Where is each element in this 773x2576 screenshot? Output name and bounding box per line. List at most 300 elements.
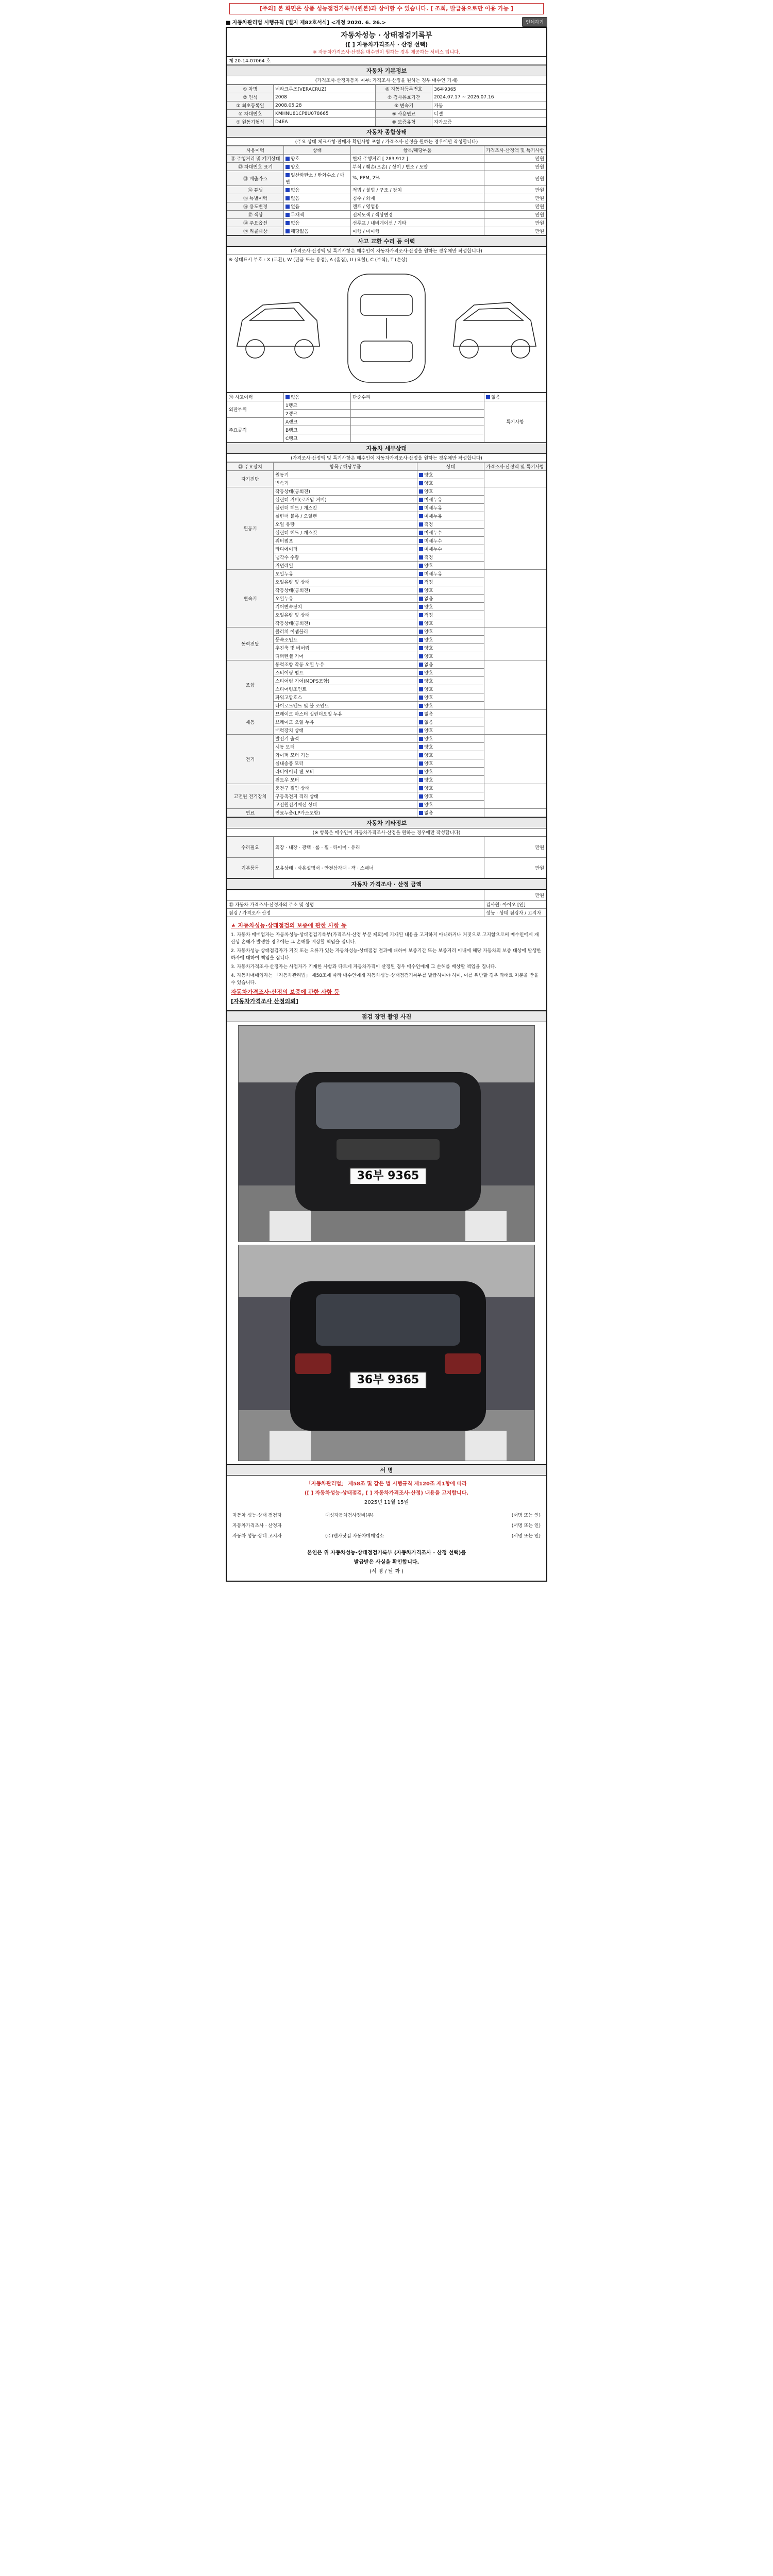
detail-state-cell xyxy=(417,776,484,784)
inspection-record xyxy=(226,16,547,1582)
detail-state-cell xyxy=(417,801,484,809)
basic-info-value: 베라크루즈(VERACRUZ) xyxy=(274,85,376,93)
status-row xyxy=(227,194,546,202)
detail-item: 타이로드엔드 및 볼 조인트 xyxy=(274,702,417,710)
detail-state: 양호 xyxy=(424,621,433,626)
detail-row xyxy=(227,660,546,669)
basic-info-value-2: 자가보증 xyxy=(432,118,546,126)
detail-row xyxy=(227,570,546,578)
detail-checkbox xyxy=(419,564,423,568)
detail-checkbox xyxy=(419,761,423,766)
detail-item: 실린더 헤드 / 개스킷 xyxy=(274,504,417,512)
detail-item: 브레이크 마스터 실린더오일 누유 xyxy=(274,710,417,718)
detail-item: 와이퍼 모터 기능 xyxy=(274,751,417,759)
status-row xyxy=(227,202,546,211)
detail-price xyxy=(484,628,546,660)
detail-state-cell xyxy=(417,471,484,479)
status-usage: ⑲ 리콜대상 xyxy=(227,227,284,235)
detail-row xyxy=(227,710,546,718)
detail-state: 양호 xyxy=(424,654,433,659)
detail-checkbox xyxy=(419,489,423,494)
detail-state-cell xyxy=(417,660,484,669)
detail-row xyxy=(227,735,546,743)
status-price: 만원 xyxy=(484,163,546,171)
closing-law: 「자동차관리법」 제58조 및 같은 법 시행규칙 제120조 제1항에 따라 xyxy=(306,1481,467,1487)
detail-checkbox xyxy=(419,704,423,708)
detail-state-cell xyxy=(417,545,484,553)
detail-state: 적정 xyxy=(424,522,433,528)
detail-checkbox xyxy=(419,671,423,675)
detail-item: 고전원전기배선 상태 xyxy=(274,801,417,809)
basic-info-key-2: ⑧ 변속기 xyxy=(376,101,432,110)
detail-item: 실린더 커버(로커암 커버) xyxy=(274,496,417,504)
detail-checkbox xyxy=(419,720,423,724)
detail-checkbox xyxy=(419,539,423,543)
other-info-title: 자동차 기타정보 xyxy=(227,817,546,828)
title-block xyxy=(227,28,546,57)
status-state: 없음 xyxy=(291,205,300,210)
detail-checkbox xyxy=(419,638,423,642)
detail-state: 양호 xyxy=(424,745,433,750)
detail-item: 원동기 xyxy=(274,471,417,479)
detail-row xyxy=(227,628,546,636)
header xyxy=(226,16,547,27)
option-row xyxy=(227,837,546,858)
detail-checkbox xyxy=(419,737,423,741)
detail-state: 양호 xyxy=(424,605,433,610)
signature-value-1: 검사원: 아이오 [인] xyxy=(484,901,546,909)
detail-state: 없음 xyxy=(424,663,433,668)
status-usage: ⑬ 배출가스 xyxy=(227,171,284,186)
detail-item: 커먼레일 xyxy=(274,562,417,570)
detail-header-item: 항목 / 해당부품 xyxy=(274,463,417,471)
detail-state: 양호 xyxy=(424,753,433,758)
detail-row xyxy=(227,784,546,792)
status-state: 없음 xyxy=(291,221,300,226)
detail-checkbox xyxy=(419,654,423,658)
detail-state-cell xyxy=(417,636,484,644)
status-price: 만원 xyxy=(484,171,546,186)
detail-state: 미세누유 xyxy=(424,514,442,519)
status-item: 이행 / 미이행 xyxy=(351,227,484,235)
warranty-notice xyxy=(227,917,546,1011)
status-checkbox xyxy=(285,221,290,225)
detail-state-cell xyxy=(417,512,484,520)
status-state: 무채색 xyxy=(291,213,305,218)
detail-state-cell xyxy=(417,735,484,743)
detail-state: 없음 xyxy=(424,597,433,602)
detail-item: 시동 모터 xyxy=(274,743,417,751)
inspection-photo-2 xyxy=(238,1245,535,1461)
detail-state-cell xyxy=(417,570,484,578)
detail-state-cell xyxy=(417,586,484,595)
damage-table xyxy=(227,393,546,443)
status-row xyxy=(227,171,546,186)
detail-checkbox xyxy=(419,473,423,477)
detail-state-cell xyxy=(417,677,484,685)
rank1-label: 1랭크 xyxy=(284,401,351,410)
detail-checkbox xyxy=(419,803,423,807)
basic-info-value: D4EA xyxy=(274,118,376,126)
option-key: 기본품목 xyxy=(227,858,274,878)
closing-date: 2025년 11월 15일 xyxy=(364,1500,409,1505)
detail-state: 양호 xyxy=(424,679,433,684)
detail-item: 기어변속장치 xyxy=(274,603,417,611)
status-usage: ⑱ 주요옵션 xyxy=(227,219,284,227)
detail-checkbox xyxy=(419,555,423,560)
detail-state-cell xyxy=(417,562,484,570)
detail-state-cell xyxy=(417,792,484,801)
detail-state: 양호 xyxy=(424,696,433,701)
basic-info-key: ④ 차대번호 xyxy=(227,110,274,118)
detail-checkbox xyxy=(419,687,423,691)
status-item: 선루프 / 내비게이션 / 기타 xyxy=(351,219,484,227)
detail-state-cell xyxy=(417,619,484,628)
status-state-cell xyxy=(284,219,351,227)
top-warning: [주의] 본 화면은 상품 성능점검기록부(원본)과 상이할 수 있습니다. [ 조회, 발급용으로만 이용 가능 ] xyxy=(229,3,544,14)
detail-checkbox xyxy=(419,605,423,609)
detail-state: 적정 xyxy=(424,580,433,585)
status-price: 만원 xyxy=(484,219,546,227)
detail-checkbox xyxy=(419,498,423,502)
detail-state: 양호 xyxy=(424,803,433,808)
other-info-sub: (※ 항목은 매수인이 자동차가격조사·산정을 원하는 경우에만 작성합니다) xyxy=(227,828,546,837)
detail-state-cell xyxy=(417,759,484,768)
status-checkbox xyxy=(285,213,290,217)
vehicle-diagram xyxy=(227,264,546,393)
detail-item: 오일누유 xyxy=(274,570,417,578)
other-info-table xyxy=(227,837,546,878)
main-frame-label: 주요골격 xyxy=(227,418,284,443)
detail-state: 미세누유 xyxy=(424,498,442,503)
closing-footer-1: 본인은 위 자동차성능·상태점검기록부 (자동차가격조사 · 산정 선택)를 xyxy=(307,1550,466,1556)
detail-state: 미세누유 xyxy=(424,572,442,577)
print-button[interactable]: 인쇄하기 xyxy=(522,17,547,27)
detail-checkbox xyxy=(419,753,423,757)
detail-status-table xyxy=(227,462,546,817)
detail-state: 미세누수 xyxy=(424,531,442,536)
status-state-cell xyxy=(284,202,351,211)
status-item: 적법 / 불법 / 구조 / 장치 xyxy=(351,186,484,194)
price-request-title: [자동차가격조사 산정의뢰] xyxy=(231,998,298,1005)
accident-checkbox xyxy=(285,395,290,399)
basic-info-title: 자동차 기본정보 xyxy=(227,65,546,76)
detail-item: 작동상태(공회전) xyxy=(274,586,417,595)
detail-state: 양호 xyxy=(424,786,433,791)
record-number: 제 20-14-07064 호 xyxy=(227,57,546,65)
detail-state: 양호 xyxy=(424,761,433,767)
detail-group: 동력전달 xyxy=(227,628,274,660)
detail-item: 등속조인트 xyxy=(274,636,417,644)
status-price: 만원 xyxy=(484,155,546,163)
closing-row xyxy=(231,1521,542,1531)
detail-group: 조향 xyxy=(227,660,274,710)
basic-info-key-2: ⑥ 자동차등록번호 xyxy=(376,85,432,93)
status-row xyxy=(227,227,546,235)
basic-info-value-2: 36부9365 xyxy=(432,85,546,93)
detail-state-cell xyxy=(417,710,484,718)
detail-item: 클러치 어셈블리 xyxy=(274,628,417,636)
license-plate-1: 36부 9365 xyxy=(349,1167,427,1185)
status-item: 현재 주행거리 [ 283,912 ] xyxy=(351,155,484,163)
closing-sign: (서명 또는 인) xyxy=(511,1513,541,1518)
detail-checkbox xyxy=(419,531,423,535)
detail-state-cell xyxy=(417,553,484,562)
status-checkbox xyxy=(285,229,290,233)
document-note: ※ 자동차가격조사·산정은 매수인이 원하는 경우 제공하는 서비스 입니다. xyxy=(313,50,460,55)
detail-row xyxy=(227,471,546,479)
detail-state: 양호 xyxy=(424,728,433,734)
detail-item: 실린더 헤드 / 개스킷 xyxy=(274,529,417,537)
detail-price xyxy=(484,570,546,628)
status-row xyxy=(227,219,546,227)
detail-state-cell xyxy=(417,768,484,776)
detail-checkbox xyxy=(419,613,423,617)
detail-item: 실린더 블록 / 오일팬 xyxy=(274,512,417,520)
price-title: 자동차 가격조사 · 산정 금액 xyxy=(227,878,546,890)
status-state: 양호 xyxy=(291,165,300,170)
status-checkbox xyxy=(285,165,290,169)
detail-item: 추진축 및 베어링 xyxy=(274,644,417,652)
status-usage: ⑮ 특별이력 xyxy=(227,194,284,202)
detail-item: 연료누출(LP가스포함) xyxy=(274,809,417,817)
detail-group: 고전원 전기장치 xyxy=(227,784,274,809)
option-key: 수리필요 xyxy=(227,837,274,858)
signature-value-2: 성능 · 상태 점검자 / 고지자 xyxy=(484,909,546,917)
detail-item: 실내송풍 모터 xyxy=(274,759,417,768)
basic-info-key: ① 차명 xyxy=(227,85,274,93)
detail-checkbox xyxy=(419,728,423,733)
status-header-state: 상태 xyxy=(284,146,351,155)
document-title: 자동차성능 · 상태점검기록부 xyxy=(341,31,432,40)
detail-state: 양호 xyxy=(424,778,433,783)
basic-info-row xyxy=(227,93,546,101)
basic-info-key-2: ⑩ 보증유형 xyxy=(376,118,432,126)
status-usage: ⑪ 주행거리 및 계기상태 xyxy=(227,155,284,163)
detail-state: 없음 xyxy=(424,720,433,725)
status-price: 만원 xyxy=(484,211,546,219)
warranty-notice-title: ★ 자동차성능·상태점검의 보증에 관한 사항 등 xyxy=(231,922,347,929)
closing-role: 자동차 성능·상태 점검자 xyxy=(232,1513,282,1518)
rank2-label: 2랭크 xyxy=(284,410,351,418)
detail-item: 배력장치 상태 xyxy=(274,726,417,735)
detail-header-state: 상태 xyxy=(417,463,484,471)
detail-checkbox xyxy=(419,572,423,576)
detail-item: 충전구 절연 상태 xyxy=(274,784,417,792)
detail-state: 양호 xyxy=(424,638,433,643)
basic-info-row xyxy=(227,85,546,93)
detail-item: 작동상태(공회전) xyxy=(274,619,417,628)
document-subtitle: ([ ] 자동차가격조사 · 산정 선택) xyxy=(345,41,428,48)
repair-value: 없음 xyxy=(491,395,500,400)
a-rank-label: A랭크 xyxy=(284,418,351,426)
detail-group: 제동 xyxy=(227,710,274,735)
closing-role: 자동차가격조사 · 산정자 xyxy=(232,1523,282,1529)
basic-info-row xyxy=(227,101,546,110)
detail-state-cell xyxy=(417,537,484,545)
status-state: 없음 xyxy=(291,188,300,193)
signature-label-2: 점검 / 가격조사·산정 xyxy=(227,909,484,917)
detail-checkbox xyxy=(419,679,423,683)
detail-state-cell xyxy=(417,644,484,652)
detail-state-cell xyxy=(417,628,484,636)
status-checkbox xyxy=(285,205,290,209)
status-checkbox xyxy=(285,188,290,192)
damage-history-sub: (가격조사·산정액 및 특기사항은 매수인이 자동차가격조사·산정을 원하는 경우에만 작성합니다) xyxy=(227,247,546,255)
basic-info-row xyxy=(227,118,546,126)
detail-checkbox xyxy=(419,481,423,485)
status-price: 만원 xyxy=(484,194,546,202)
detail-state-cell xyxy=(417,726,484,735)
detail-state-cell xyxy=(417,611,484,619)
detail-checkbox xyxy=(419,794,423,799)
option-items: 외장 · 내장 · 광택 · 룸 · 휠 · 타이어 · 유리 xyxy=(274,837,484,858)
detail-state: 양호 xyxy=(424,646,433,651)
detail-item: 라디에이터 팬 모터 xyxy=(274,768,417,776)
document-number: ■ 자동차관리법 시행규칙 [별지 제82호서식] <개정 2020. 6. 26.> xyxy=(226,20,386,26)
detail-checkbox xyxy=(419,522,423,527)
detail-state: 적정 xyxy=(424,613,433,618)
car-outline-diagram xyxy=(227,264,546,393)
basic-info-value: 2008 xyxy=(274,93,376,101)
status-state-cell xyxy=(284,227,351,235)
status-item: 전체도색 / 색상변경 xyxy=(351,211,484,219)
damage-special-label: 특기사항 xyxy=(484,401,546,443)
detail-checkbox xyxy=(419,597,423,601)
detail-item: 오일 유량 xyxy=(274,520,417,529)
status-row xyxy=(227,163,546,171)
basic-info-value: KMHNU81CP8U078665 xyxy=(274,110,376,118)
closing-row xyxy=(231,1511,542,1521)
price-value xyxy=(227,890,484,901)
detail-item: 오일유량 및 상태 xyxy=(274,611,417,619)
price-table xyxy=(227,890,546,917)
repair-checkbox xyxy=(486,395,490,399)
status-price: 만원 xyxy=(484,202,546,211)
detail-state: 양호 xyxy=(424,687,433,692)
closing-role: 자동차 성능·상태 고지자 xyxy=(232,1534,282,1539)
status-state-cell xyxy=(284,211,351,219)
detail-state-cell xyxy=(417,809,484,817)
detail-state-cell xyxy=(417,504,484,512)
detail-state: 양호 xyxy=(424,704,433,709)
detail-checkbox xyxy=(419,770,423,774)
closing-row xyxy=(231,1531,542,1541)
detail-item: 오일유량 및 상태 xyxy=(274,578,417,586)
detail-item: 라디에이터 xyxy=(274,545,417,553)
detail-checkbox xyxy=(419,778,423,782)
closing-block xyxy=(227,1476,546,1581)
detail-group: 변속기 xyxy=(227,570,274,628)
status-item: 침수 / 화재 xyxy=(351,194,484,202)
detail-state: 없음 xyxy=(424,712,433,717)
detail-item: 브레이크 오일 누유 xyxy=(274,718,417,726)
status-price: 만원 xyxy=(484,227,546,235)
detail-price xyxy=(484,784,546,809)
notice-paragraph: 4. 자동차매매업자는 「자동차관리법」 제58조에 따라 매수인에게 자동차성능·상태점검기록부를 발급하여야 하며, 이를 위반할 경우 과태료 처분을 받을 수 있습니다. xyxy=(231,973,539,986)
notice-paragraph: 3. 자동차가격조사·산정자는 사업자가 기재한 사항과 다르게 자동차가격이 산정된 경우 매수인에게 그 손해를 배상할 책임을 집니다. xyxy=(231,964,497,970)
overall-status-title: 자동차 종합상태 xyxy=(227,126,546,138)
signature-label-1: ㉓ 자동차 가격조사·산정자의 주소 및 성명 xyxy=(227,901,484,909)
c-rank-label: C랭크 xyxy=(284,434,351,443)
detail-state: 양호 xyxy=(424,770,433,775)
detail-state-cell xyxy=(417,685,484,693)
status-header-item: 항목/해당부품 xyxy=(351,146,484,155)
detail-state-cell xyxy=(417,603,484,611)
status-header-price: 가격조사·산정액 및 특기사항 xyxy=(484,146,546,155)
detail-state: 양호 xyxy=(424,671,433,676)
detail-state: 양호 xyxy=(424,630,433,635)
photo-section-title: 점검 장면 촬영 사진 xyxy=(227,1011,546,1022)
basic-info-value-2: 2024.07.17 ~ 2026.07.16 xyxy=(432,93,546,101)
status-state-cell xyxy=(284,194,351,202)
option-price: 만원 xyxy=(484,837,546,858)
status-state: 해당없음 xyxy=(291,229,309,234)
accident-value: 없음 xyxy=(291,395,300,400)
detail-state-cell xyxy=(417,520,484,529)
basic-info-table xyxy=(227,84,546,126)
detail-state-cell xyxy=(417,529,484,537)
detail-price xyxy=(484,660,546,710)
closing-title: 서 명 xyxy=(227,1464,546,1476)
detail-state-cell xyxy=(417,693,484,702)
status-usage: ⑭ 튜닝 xyxy=(227,186,284,194)
detail-state: 양호 xyxy=(424,794,433,800)
closing-party: (주)엔카닷컴 자동차매매업소 xyxy=(325,1534,384,1539)
detail-state-cell xyxy=(417,784,484,792)
detail-checkbox xyxy=(419,506,423,510)
detail-price xyxy=(484,735,546,784)
accident-label: ⑳ 사고이력 xyxy=(227,393,284,401)
detail-status-sub: (가격조사·산정액 및 특기사항은 매수인이 자동차가격조사·산정을 원하는 경우에만 작성합니다) xyxy=(227,454,546,462)
detail-item: 구동축전지 격리 상태 xyxy=(274,792,417,801)
detail-row xyxy=(227,487,546,496)
detail-row xyxy=(227,809,546,817)
status-row xyxy=(227,211,546,219)
detail-state: 미세누수 xyxy=(424,547,442,552)
status-row xyxy=(227,155,546,163)
detail-header-device: ㉒ 주요장치 xyxy=(227,463,274,471)
detail-state: 양호 xyxy=(424,564,433,569)
b-rank-label: B랭크 xyxy=(284,426,351,434)
inspection-photo-1 xyxy=(238,1025,535,1242)
closing-party xyxy=(324,1521,480,1531)
basic-info-key: ② 연식 xyxy=(227,93,274,101)
detail-price xyxy=(484,809,546,817)
status-price: 만원 xyxy=(484,186,546,194)
warranty-notice-body xyxy=(231,931,542,987)
detail-checkbox xyxy=(419,811,423,815)
basic-info-key: ⑤ 원동기형식 xyxy=(227,118,274,126)
detail-checkbox xyxy=(419,630,423,634)
detail-group: 연료 xyxy=(227,809,274,817)
damage-legend: ※ 상태표시 부호 : X (교환), W (판금 또는 용접), A (흠집), U (요철), C (부식), T (손상) xyxy=(229,258,408,263)
status-item: 렌트 / 영업용 xyxy=(351,202,484,211)
detail-item: 작동상태(공회전) xyxy=(274,487,417,496)
detail-checkbox xyxy=(419,621,423,625)
status-usage: ⑯ 용도변경 xyxy=(227,202,284,211)
simple-repair-label: 단순수리 xyxy=(351,393,484,401)
closing-sign: (서명 또는 인) xyxy=(511,1523,541,1529)
detail-checkbox xyxy=(419,696,423,700)
price-notice-title: 자동차가격조사·산정의 보증에 관한 사항 등 xyxy=(231,989,340,995)
closing-sign: (서명 또는 인) xyxy=(511,1534,541,1539)
detail-item: 디퍼렌셜 기어 xyxy=(274,652,417,660)
basic-info-sub: (가격조사·산정자동차 여부: 가격조사·산정을 원하는 경우 매수인 기재) xyxy=(227,76,546,84)
detail-checkbox xyxy=(419,663,423,667)
basic-info-row xyxy=(227,110,546,118)
closing-footer-3: (서 명 / 날 짜 ) xyxy=(369,1569,404,1574)
